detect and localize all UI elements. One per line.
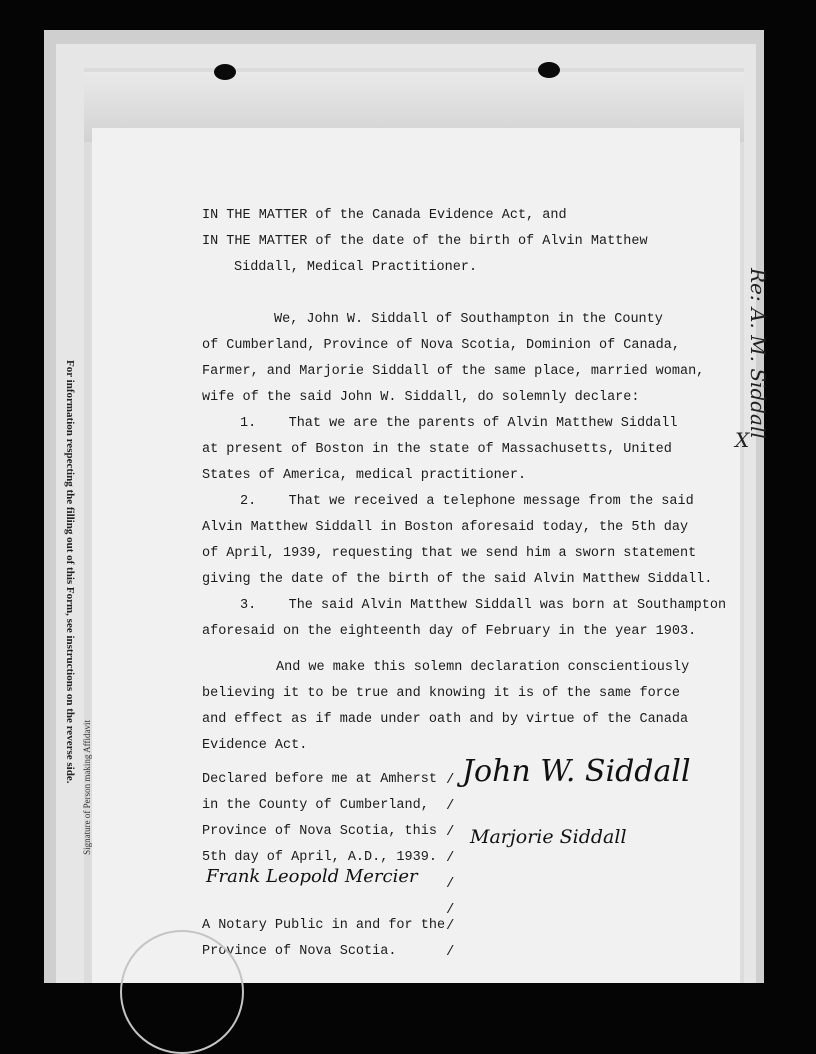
- separator-mark: /: [446, 798, 455, 814]
- margin-mark: X: [735, 428, 750, 452]
- jurat-line: Province of Nova Scotia, this: [202, 824, 437, 839]
- separator-mark: /: [446, 918, 455, 934]
- heading-line-2: IN THE MATTER of the date of the birth of Alvin Matthew: [202, 234, 648, 249]
- heading-line-3: Siddall, Medical Practitioner.: [234, 260, 478, 275]
- jurat-line: 5th day of April, A.D., 1939.: [202, 850, 437, 865]
- para1-line: of Cumberland, Province of Nova Scotia, Dominion of Canada,: [202, 338, 680, 353]
- jurat-line: Declared before me at Amherst: [202, 772, 437, 787]
- separator-mark: /: [446, 902, 455, 918]
- item2-line: Alvin Matthew Siddall in Boston aforesaid today, the 5th day: [202, 520, 689, 535]
- separator-mark: /: [446, 876, 455, 892]
- item1-line: 1. That we are the parents of Alvin Matthew Siddall: [240, 416, 678, 431]
- notary-title-line: A Notary Public in and for the: [202, 918, 446, 933]
- closing-line: believing it to be true and knowing it is of the same force: [202, 686, 680, 701]
- item2-line: of April, 1939, requesting that we send him a sworn statement: [202, 546, 697, 561]
- jurat-line: in the County of Cumberland,: [202, 798, 429, 813]
- punch-hole-left: [214, 64, 236, 80]
- separator-mark: /: [446, 824, 455, 840]
- separator-mark: /: [446, 944, 455, 960]
- closing-line: and effect as if made under oath and by virtue of the Canada: [202, 712, 689, 727]
- item2-line: 2. That we received a telephone message from the said: [240, 494, 694, 509]
- signature-john: John W. Siddall: [462, 754, 691, 789]
- heading-line-1: IN THE MATTER of the Canada Evidence Act, and: [202, 208, 567, 223]
- item3-line: aforesaid on the eighteenth day of February in the year 1903.: [202, 624, 697, 639]
- closing-line: And we make this solemn declaration conscientiously: [276, 660, 690, 675]
- para1-line: We, John W. Siddall of Southampton in the County: [274, 312, 663, 327]
- closing-line: Evidence Act.: [202, 738, 308, 753]
- signature-marjorie: Marjorie Siddall: [470, 826, 627, 848]
- punch-hole-right: [538, 62, 560, 78]
- signature-notary: Frank Leopold Mercier: [206, 866, 418, 887]
- form-instruction-note: For information respecting the filling out of this Form, see instructions on the reverse side.: [64, 360, 76, 784]
- item2-line: giving the date of the birth of the said Alvin Matthew Siddall.: [202, 572, 713, 587]
- notary-title-line: Province of Nova Scotia.: [202, 944, 397, 959]
- separator-mark: /: [446, 850, 455, 866]
- item1-line: at present of Boston in the state of Massachusetts, United: [202, 442, 672, 457]
- notary-seal: [120, 930, 244, 1054]
- margin-annotation: Re: A. M. Siddall: [746, 268, 770, 439]
- item3-line: 3. The said Alvin Matthew Siddall was born at Southampton: [240, 598, 727, 613]
- para1-line: Farmer, and Marjorie Siddall of the same place, married woman,: [202, 364, 705, 379]
- affidavit-caption: Signature of Person making Affidavit: [82, 720, 92, 855]
- item1-line: States of America, medical practitioner.: [202, 468, 527, 483]
- separator-mark: /: [446, 772, 455, 788]
- para1-line: wife of the said John W. Siddall, do solemnly declare:: [202, 390, 640, 405]
